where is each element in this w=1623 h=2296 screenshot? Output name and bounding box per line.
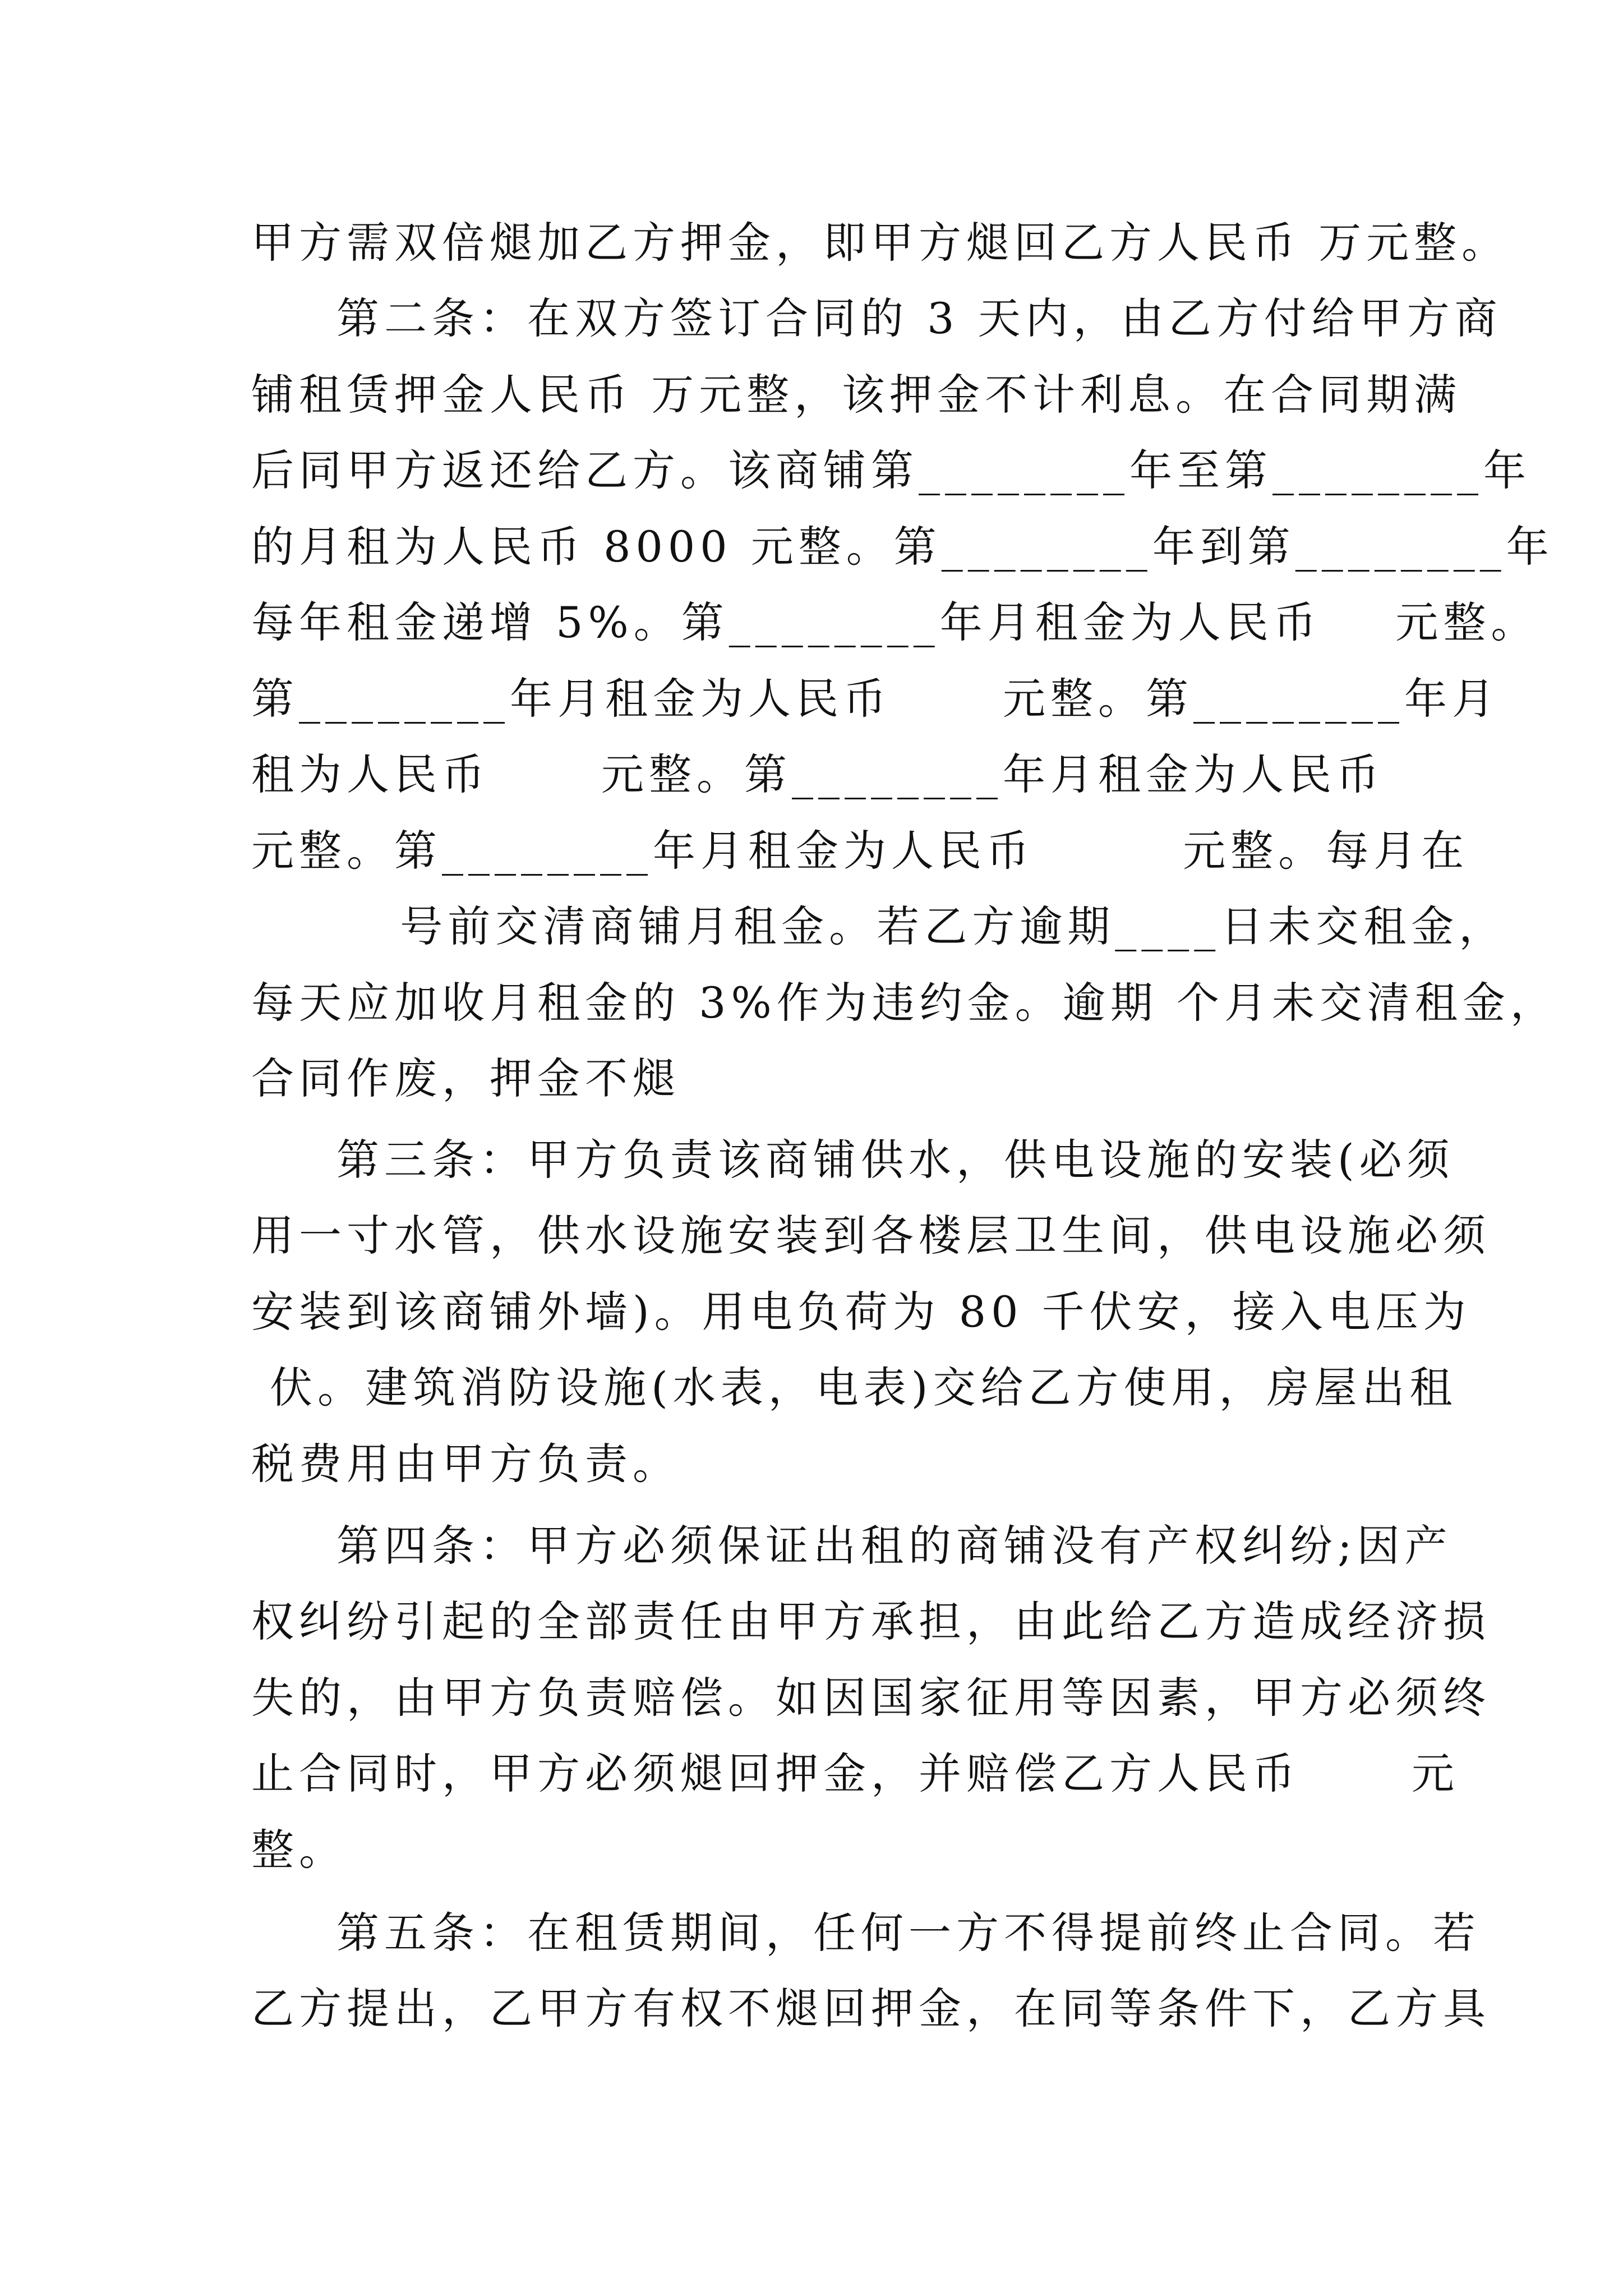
text-line-24: 乙方提出，乙甲方有权不煺回押金，在同等条件下，乙方具 [251, 1984, 1491, 2033]
text-line-10: 号前交清商铺月租金。若乙方逾期____日未交租金， [251, 901, 1507, 951]
text-line-19: 权纠纷引起的全部责任由甲方承担，由此给乙方造成经济损 [251, 1596, 1491, 1646]
text-line-5: 的月租为人民币 8000 元整。第________年到第________年 [251, 522, 1554, 572]
text-line-17: 税费用由甲方负责。 [251, 1439, 680, 1489]
text-line-4: 后同甲方返还给乙方。该商铺第________年至第________年 [251, 445, 1531, 495]
text-line-22: 整。 [251, 1825, 347, 1875]
text-line-14: 用一寸水管，供水设施安装到各楼层卫生间，供电设施必须 [251, 1211, 1491, 1260]
text-line-13: 第三条：甲方负责该商铺供水，供电设施的安装(必须 [336, 1135, 1455, 1185]
text-line-18: 第四条：甲方必须保证出租的商铺没有产权纠纷;因产 [336, 1521, 1453, 1571]
text-line-20: 失的，由甲方负责赔偿。如因国家征用等因素，甲方必须终 [251, 1673, 1491, 1723]
text-line-23: 第五条：在租赁期间，任何一方不得提前终止合同。若 [336, 1908, 1481, 1958]
text-line-11: 每天应加收月租金的 3%作为违约金。逾期 个月未交清租金， [251, 978, 1558, 1028]
text-line-15: 安装到该商铺外墙)。用电负荷为 80 千伏安，接入电压为 [251, 1287, 1471, 1337]
text-line-8: 租为人民币 元整。第________年月租金为人民币 [251, 749, 1384, 799]
text-line-21: 止合同时，甲方必须煺回押金，并赔偿乙方人民币 元 [251, 1749, 1459, 1798]
text-line-3: 铺租赁押金人民币 万元整，该押金不计利息。在合同期满 [251, 370, 1462, 420]
text-line-7: 第________年月租金为人民币 元整。第________年月 [251, 674, 1500, 724]
text-line-6: 每年租金递增 5%。第________年月租金为人民币 元整。 [251, 597, 1539, 647]
text-line-2: 第二条：在双方签订合同的 3 天内，由乙方付给甲方商 [336, 293, 1502, 343]
text-line-12: 合同作废，押金不煺 [251, 1053, 680, 1103]
text-line-9: 元整。第________年月租金为人民币 元整。每月在 [251, 826, 1469, 876]
text-line-16: 伏。建筑消防设施(水表，电表)交给乙方使用，房屋出租 [251, 1363, 1458, 1412]
text-line-1: 甲方需双倍煺加乙方押金，即甲方煺回乙方人民币 万元整。 [251, 218, 1510, 268]
